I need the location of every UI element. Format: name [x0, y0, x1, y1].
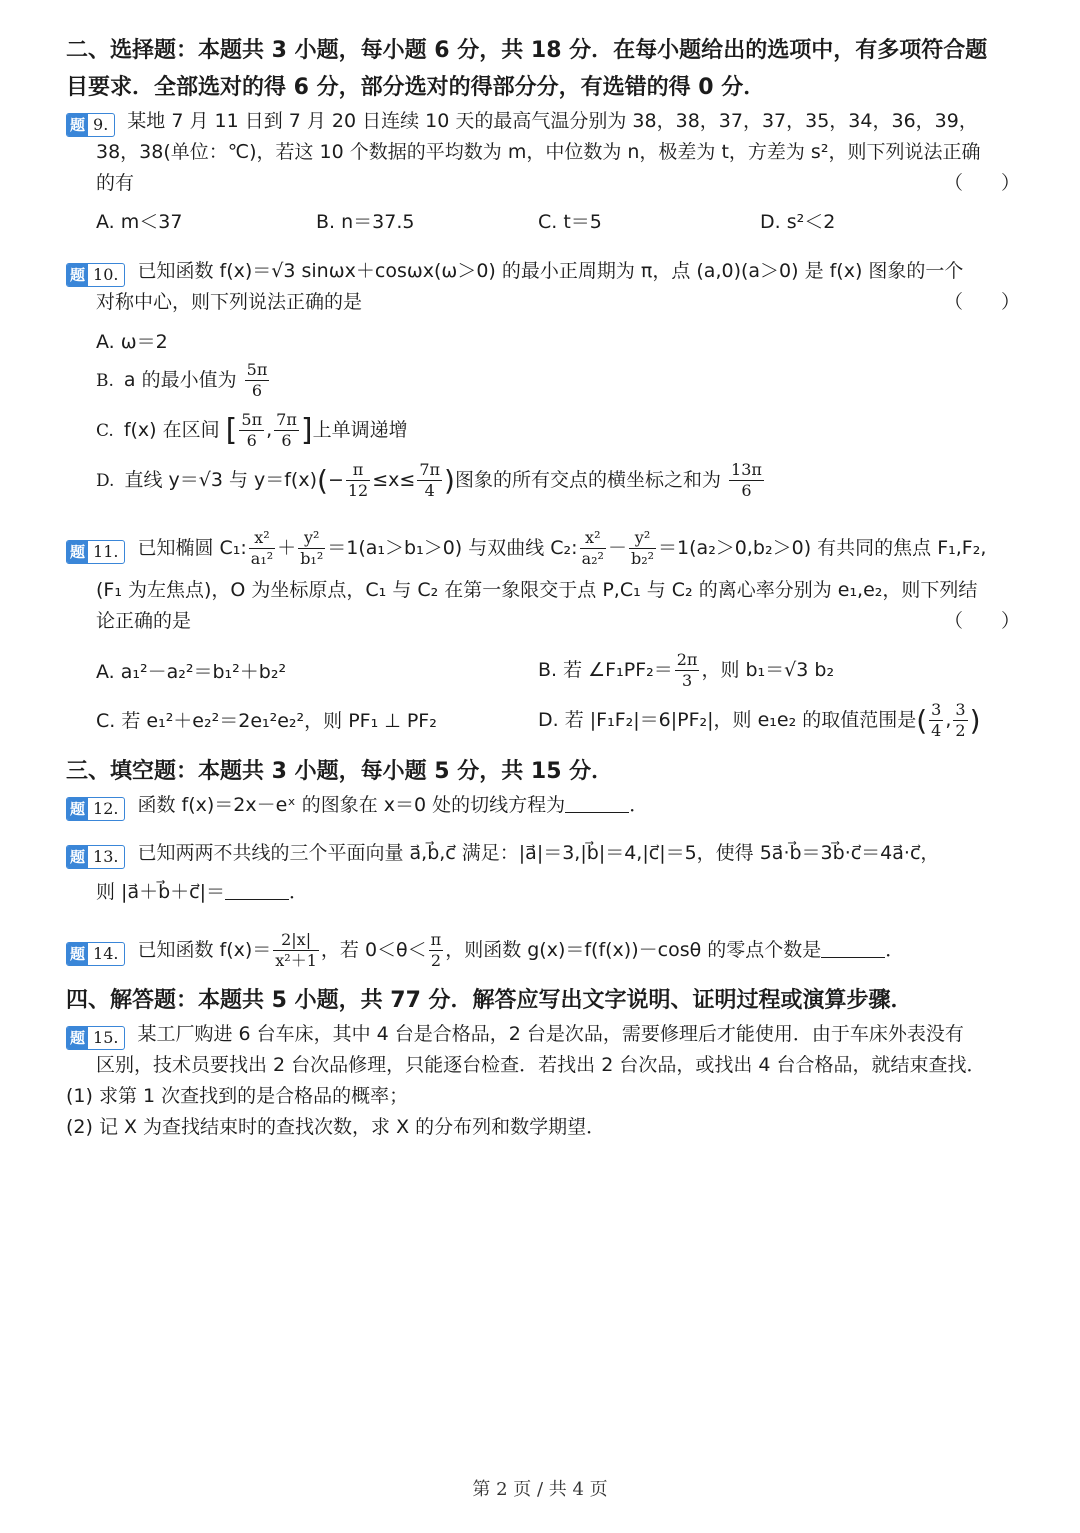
page-number: 第 2 页 / 共 4 页: [472, 1479, 608, 1500]
q9-option-d: D. s²＜2: [760, 211, 836, 233]
q11-option-b: B. 若 ∠F₁PF₂＝ $\frac{2\pi}{3}$ ，则 b₁＝√3 b₂: [538, 650, 835, 690]
q9-option-b: B. n＝37.5: [316, 211, 415, 233]
q11-option-a: A. a₁²－a₂²＝b₁²＋b₂²: [96, 661, 287, 683]
q13-line2: 则 |a⃗＋b⃗＋c⃗|＝: [96, 881, 225, 903]
q11-option-d: D. 若 |F₁F₂|＝6|PF₂|，则 e₁e₂ 的取值范围是( $\frac{3}{4}$ , $\frac{3}{2}$ ): [538, 700, 981, 740]
section-4-title: 四、解答题：本题共 5 小题，共 77 分．解答应写出文字说明、证明过程或演算步骤．: [66, 988, 913, 1013]
answer-paren: （ ）: [943, 291, 1020, 313]
question-10: [66, 256, 1026, 318]
q11-line2: (F₁ 为左焦点)，O 为坐标原点，C₁ 与 C₂ 在第一象限交于点 P,C₁ 与 C₂ 的离心率分别为 e₁,e₂，则下列结: [96, 579, 978, 601]
question-tag: 题 14.: [66, 942, 125, 966]
q15-line1: 某工厂购进 6 台车床，其中 4 台是合格品，2 台是次品，需要修理后才能使用．由于车床外表没有: [137, 1023, 964, 1045]
question-tag: 题 9.: [66, 113, 115, 137]
question-tag: 题 15.: [66, 1026, 125, 1050]
q10-option-a: A. ω＝2: [96, 331, 168, 353]
question-13: 题 13. 已知两两不共线的三个平面向量 a⃗,b⃗,c⃗ 满足：|a⃗|＝3,|b⃗|＝4,|c⃗|＝5，使得 5a⃗·b⃗＝3b⃗·c⃗＝4a⃗·c⃗， 则 |a⃗＋b⃗＋c⃗|＝ ．: [66, 838, 1026, 908]
q11-option-c: C. 若 e₁²＋e₂²＝2e₁²e₂²，则 PF₁ ⊥ PF₂: [96, 710, 437, 732]
answer-blank: [821, 939, 885, 958]
q10-option-b: B. a 的最小值为 $\frac{5\pi}{6}$: [96, 360, 268, 400]
question-tag: 题 10.: [66, 263, 125, 287]
section-2-title-line1: 二、选择题：本题共 3 小题，每小题 6 分，共 18 分．在每小题给出的选项中，有多项符合题: [66, 38, 988, 63]
question-tag: 题 11.: [66, 540, 125, 564]
q9-line1: 某地 7 月 11 日到 7 月 20 日连续 10 天的最高气温分别为 38，38，37，37，35，34，36，39，: [127, 110, 978, 132]
q9-line2: 38，38(单位：℃)，若这 10 个数据的平均数为 m，中位数为 n，极差为 t，方差为 s²，则下列说法正确: [96, 141, 981, 163]
q11-line3: 论正确的是: [96, 610, 192, 632]
question-14: 题 14. 已知函数 f(x)＝ $\frac{2|x|}{\text{x²＋1}}$ ，若 0＜θ＜ $\frac{\pi}{2}$ ，则函数 g(x)＝f(f(x))－cosθ 的零点个数是 ．: [66, 930, 1026, 971]
q15-line2: 区别，技术员要找出 2 台次品修理，只能逐台检查．若找出 2 台次品，或找出 4 台合格品，就结束查找．: [96, 1054, 986, 1076]
question-12: 题 12. 函数 f(x)＝2x－eˣ 的图象在 x＝0 处的切线方程为 ．: [66, 790, 1026, 821]
question-9: [66, 106, 1026, 199]
question-11: 题 11. 已知椭圆 C₁: $\frac{\text{x²}}{\text{a₁²}}$ ＋ $\frac{\text{y²}}{\text{b₁²}}$ ＝1(a₁＞b₁＞0) 与双曲线 C₂: $\frac{\text{x²}}{\text{a₂²}}$ － $\frac{\text{y²}}{\text{b₂²}}$ ＝1(a₂＞0,b₂＞0) 有共同的焦点 F₁,F₂, (F₁ 为左焦点)，O 为坐标原点，C₁ 与 C₂ 在第一象限交于点 P,C₁ 与 C₂ 的离心率分别为 e₁,e₂，则下列结 论正确的是 （ ）: [66, 528, 1026, 637]
section-3-title: 三、填空题：本题共 3 小题，每小题 5 分，共 15 分．: [66, 759, 614, 784]
q10-option-d: D. 直线 y＝√3 与 y＝f(x)(− $\frac{\pi}{12}$ ≤x≤ $\frac{7\pi}{4}$ )图象的所有交点的横坐标之和为 $\frac{13\pi}{6}$: [96, 460, 762, 500]
question-15: [66, 1019, 1026, 1143]
question-tag: 题 12.: [66, 797, 125, 821]
answer-paren: （ ）: [943, 610, 1020, 632]
section-2-title-line2: 目要求．全部选对的得 6 分，部分选对的得部分分，有选错的得 0 分．: [66, 75, 766, 100]
answer-paren: （ ）: [943, 172, 1020, 194]
question-tag: 题 13.: [66, 845, 125, 869]
q10-line2: 对称中心，则下列说法正确的是: [96, 291, 363, 313]
q15-part2: (2) 记 X 为查找结束时的查找次数，求 X 的分布列和数学期望．: [66, 1116, 606, 1138]
answer-blank: [565, 794, 629, 813]
q15-part1: (1) 求第 1 次查找到的是合格品的概率；: [66, 1085, 409, 1107]
q10-line1: 已知函数 f(x)＝√3 sinωx＋cosωx(ω＞0) 的最小正周期为 π，点 (a,0)(a＞0) 是 f(x) 图象的一个: [137, 260, 964, 282]
q9-option-a: A. m＜37: [96, 211, 183, 233]
answer-blank: [225, 881, 289, 900]
section-2-title: [66, 32, 1026, 106]
fraction: $\frac{5\pi}{6}$: [246, 360, 268, 400]
q9-option-c: C. t＝5: [538, 211, 602, 233]
q13-line1: 已知两两不共线的三个平面向量 a⃗,b⃗,c⃗ 满足：|a⃗|＝3,|b⃗|＝4,|c⃗|＝5，使得 5a⃗·b⃗＝3b⃗·c⃗＝4a⃗·c⃗，: [137, 842, 940, 864]
q9-line3: 的有: [96, 172, 135, 194]
q10-option-c: C. f(x) 在区间 [ $\frac{5\pi}{6}$ , $\frac{7\pi}{6}$ ]上单调递增: [96, 410, 408, 450]
